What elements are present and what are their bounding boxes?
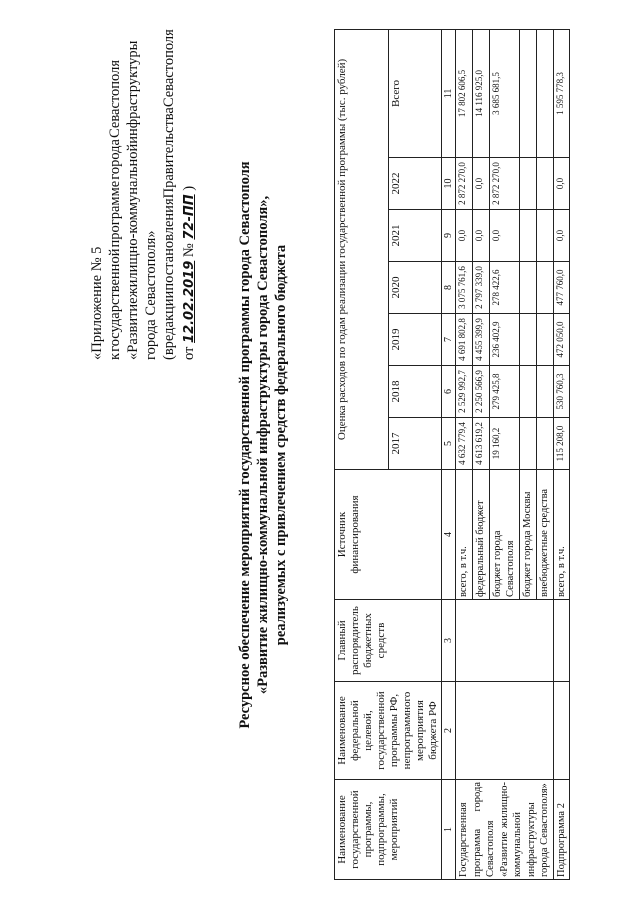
value-cell [519,314,536,366]
index-cell: 1 [442,780,456,880]
index-cell: 11 [442,29,456,157]
total-cell: 14 116 925,0 [472,29,489,157]
value-cell [536,262,553,314]
index-cell: 4 [442,470,456,600]
col-header-program: Наименование государственной программы, подпрограммы, мероприятий [335,780,442,880]
resolution-signature-line: от 12.02.2019 № 72-ПП ) [181,185,197,360]
total-cell: 17 802 606,5 [456,29,473,157]
value-cell [536,314,553,366]
funding-source-cell: бюджет города Севастополя [489,470,519,600]
total-cell: 3 685 681,5 [489,29,519,157]
index-cell: 5 [442,418,456,470]
value-cell: 0,0 [553,158,570,210]
appendix-number: «Приложение № 5 [89,246,105,360]
funding-source-cell: бюджет города Москвы [519,470,536,600]
funding-source-cell: всего, в т.ч. [456,470,473,600]
value-cell: 3 075 761,6 [456,262,473,314]
value-cell: 2 872 270,0 [489,158,519,210]
col-header-federal-program: Наименование федеральной целевой, государственной программы РФ, непрограммного мероприятия бюджета РФ [335,682,442,780]
value-cell: 530 760,3 [553,366,570,418]
resolution-date: 12.02.2019 [182,260,197,343]
appendix-line-3: «Развитие жилищно-коммунальной инфраструктуры [125,40,141,360]
value-cell: 472 050,0 [553,314,570,366]
index-cell: 2 [442,682,456,780]
federal-program-cell [553,682,570,780]
value-cell: 4 691 802,8 [456,314,473,366]
value-cell: 2 872 270,0 [456,158,473,210]
value-cell: 19 160,2 [489,418,519,470]
value-cell: 0,0 [489,210,519,262]
appendix-header [88,29,199,360]
appendix-line-4: города Севастополя» [143,230,159,360]
funding-source-cell: федеральный бюджет [472,470,489,600]
value-cell: 0,0 [456,210,473,262]
title-line-1: Ресурсное обеспечение мероприятий государственной программы города Севастополя [237,161,253,729]
appendix-line-5: (в редакции постановления Правительства Севастополя [161,29,177,360]
federal-program-cell [456,682,554,780]
value-cell: 236 402,9 [489,314,519,366]
value-cell: 4 632 779,4 [456,418,473,470]
value-cell: 477 760,0 [553,262,570,314]
total-cell [536,29,553,157]
budget-manager-cell [553,600,570,682]
col-header-expense-estimate: Оценка расходов по годам реализации государственной программы (тыс. рублей) [335,29,389,469]
col-header-funding-source: Источник финансирования [335,470,442,600]
title-line-2: «Развитие жилищно-коммунальной инфраструктуры города Севастополя», [255,195,271,695]
value-cell [536,366,553,418]
value-cell: 115 208,0 [553,418,570,470]
value-cell: 278 422,6 [489,262,519,314]
document-title [236,75,290,815]
value-cell: 0,0 [553,210,570,262]
table-row [456,29,473,879]
index-cell: 6 [442,366,456,418]
value-cell [519,418,536,470]
value-cell: 2 797 339,0 [472,262,489,314]
total-cell [519,29,536,157]
index-cell: 9 [442,210,456,262]
value-cell [536,418,553,470]
year-header: 2020 [388,262,442,314]
value-cell [519,262,536,314]
index-row [442,29,456,879]
value-cell: 0,0 [472,158,489,210]
year-header: 2018 [388,366,442,418]
subprogram-name-cell: Подпрограмма 2 [553,780,570,880]
table-row [553,29,570,879]
resolution-number: 72-ПП [182,194,197,240]
year-header: 2021 [388,210,442,262]
title-line-3: реализуемых с привлечением средств федерального бюджета [273,244,289,646]
year-header: 2017 [388,418,442,470]
value-cell [519,366,536,418]
value-cell: 0,0 [472,210,489,262]
resource-table [334,29,570,880]
resource-table-container [334,30,570,880]
value-cell: 4 613 619,2 [472,418,489,470]
program-name-cell: Государственная программа города Севастополя «Развитие жилищно-коммунальной инфраструктуры города Севастополя» [456,780,554,880]
value-cell: 4 455 399,9 [472,314,489,366]
index-cell: 8 [442,262,456,314]
index-cell: 7 [442,314,456,366]
index-cell: 10 [442,158,456,210]
index-cell: 3 [442,600,456,682]
col-header-budget-manager: Главный распорядитель бюджетных средств [335,600,442,682]
budget-manager-cell [456,600,554,682]
value-cell [536,158,553,210]
funding-source-cell: всего, в т.ч. [553,470,570,600]
value-cell [519,210,536,262]
year-header: 2022 [388,158,442,210]
value-cell: 279 425,8 [489,366,519,418]
value-cell [536,210,553,262]
header-row-1 [335,29,389,879]
value-cell: 2 529 992,7 [456,366,473,418]
total-header: Всего [388,29,442,157]
total-cell: 1 595 778,3 [553,29,570,157]
funding-source-cell: внебюджетные средства [536,470,553,600]
value-cell: 2 250 566,9 [472,366,489,418]
value-cell [519,158,536,210]
year-header: 2019 [388,314,442,366]
appendix-line-2: к государственной программе города Севастополя [107,60,123,360]
